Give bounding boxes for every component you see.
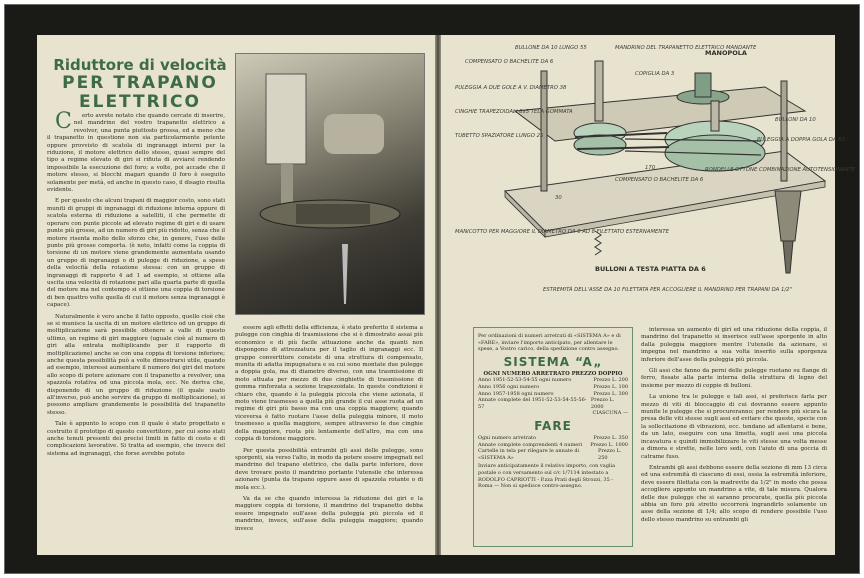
right-column-2 xyxy=(641,327,827,549)
row-price: Prezzo L. 350 xyxy=(593,434,628,441)
subscription-box xyxy=(473,327,633,547)
diagram-label: PULEGGIA A DUE GOLE A V. DIAMETRO 38 xyxy=(455,85,567,91)
article-title xyxy=(45,57,235,112)
left-column-1 xyxy=(47,109,226,549)
diagram-label: PULEGGIA A DOPPIA GOLA DA 63 xyxy=(757,137,845,143)
scan-frame xyxy=(4,4,860,574)
diagram-label: BULLONI DA 10 xyxy=(775,117,816,123)
diagram-label: CINGHIE TRAPEZOIDALI 8x5 TELA GOMMATA xyxy=(455,109,573,115)
paragraph: essere agli effetti della efficienza, è stato preferito il sistema a pulegge con cinghia di trasmissione che si è dimostrato assai più economico e di più facile attuazione anche da quanti non dispongono di attrezzatura per il taglio di ingranaggi ecc. Il gruppo convertitore consiste di una struttura di compensato, munita di adatta impugnatura e su cui sono montate due pulegge a doppia gola, ma di diametro diverso, con una trasmissione di moto attuata per mezzo di due cinghiette di trasmissione di gomma rinforzata a sezione trapezoidale. In queste condizioni è chiaro che, quando è la puleggia piccola che viene azionata, il moto viene trasmesso a quella più grande il cui asse ruota ad un regime di giri più basso ma con una coppia maggiore; quando viceversa è fatto ruotare l'asse della puleggia minore, il moto trasmesso a quella maggiore, sempre attraverso le due cinghie della maggiore, ruota più lentamente dell'altro, ma con una coppia di torsione maggiore. xyxy=(235,325,423,443)
paragraph: La unione tra le pulegge e tali assi, si preferisce farla per mezzo di viti di bloccaggio di cui dovranno essere appunto munite le pulegge che si procureranno; per rendere più sicura la presa delle viti stesse sugli assi ed evitare che queste, specie con la sollecitazione di vibrazioni, ecc. tendano ad allentarsi e bene, da un lato, eseguire con una limetta, sugli assi una piccola incavatura e quindi immobilizzare le viti stesse una volta messe a dimora e strette, nelle loro sedi, con l'aiuto di una goccia di catrame fuso. xyxy=(641,394,827,460)
paragraph-text: erto avrete notato che quando cercate di inserire, nel mandrino del vostro trapanetto elettrico a revolver, una punta piuttosto grossa, ed a meno che il trapanetto in questione non sia particolarmente potente oppure provvisto di scatola di ingranaggi interni per la riduzione, il motore elettrico dello stesso, quasi sempre del tipo a regime elevato di giri si rifiuta di avviarsi rendendo impossibile la esecuzione del foro; a volte, poi accade che il motore stesso, si blocchi magari quando il foro è eseguito solamente per metà, ed anche in questo caso, il disagio risulta evidente. xyxy=(47,113,225,194)
left-column-2 xyxy=(235,325,423,549)
diagram-label: MANDRINO DEL TRAPANETTO ELETTRICO MANDANTE xyxy=(615,45,757,51)
rows-tail: CIASCUNA — xyxy=(592,410,628,417)
row-price: Prezzo L. 2000 xyxy=(590,397,615,410)
diagram-label: MANICOTTO PER MAGGIORE IL DIAMETRO DA 6 AD 8 FILETTATO ESTERNAMENTE xyxy=(455,229,669,235)
row-price: Prezzo L. 200 xyxy=(593,377,628,384)
title-line-3: ELETTRICO xyxy=(79,92,201,112)
row-price: Prezzo L. 300 xyxy=(593,390,628,397)
price-row xyxy=(478,377,628,384)
diagram-label: TUBETTO SPAZIATORE LUNGO 25 xyxy=(455,133,544,139)
paragraph: Per questa possibilità entrambi gli assi delle pulegge, sono sporgenti, sia verso l'alto, in modo da potere essere impegnati nel mandrino del trapano elettrico, che dalla parte inferiore, dove deve trovare posto il mandrino portante l'utensile che interessa azionare (punta da trapano oppure asse di spazzola rotante o di mola ecc.). xyxy=(235,447,423,491)
row-label: Anno 1956 ogni numero xyxy=(478,383,540,390)
price-row xyxy=(478,448,628,461)
dimension-label: 170 xyxy=(645,165,656,171)
paragraph: Naturalmente è vero anche il fatto opposto, quello cioè che se si munisce la uscita di un motore elettrico od un gruppo di moltiplicazione sarà possibile ottenere a valle di questo ultimo, un regime di giri maggiore (uguale cioè al numero di giri alla entrata moltiplicando per il rapporto di moltiplicazione) anche se con una coppia di torsione inferiore; anche questa possibilità può a volte dimostrarsi utile, quando ad esempio, interessi aumentare il numero dei giri del motore allo scopo di potere azionare con il trapanetto a revolver, una spazzola rotativa od una piccola mola, ecc. Ne deriva che, disponendo di un gruppo di riduzione (il quale usato all'inverso, può anche servire da gruppo di moltiplicazione), si possono ampliare grandemente le possibilità del trapanetto stesso. xyxy=(47,313,225,416)
row-label: Cartelle in tela per rilegare le annate di «SISTEMA A» xyxy=(478,448,580,461)
title-line-2: PER TRAPANO xyxy=(62,73,218,93)
price-row xyxy=(478,442,628,449)
price-row xyxy=(478,384,628,391)
row-price: Prezzo L. 1000 xyxy=(590,441,628,448)
price-row xyxy=(478,397,628,410)
box-intro: Per ordinazioni di numeri arretrati di «SISTEMA A» e di «FARE», inviare l'importo anticipato, per allentare le spese, a Vostro carico, della spedizione contro assegno. xyxy=(478,333,621,353)
paragraph: Va da se che quando interessa la riduzione dei giri e la maggiore coppia di torsione, il mandrino del trapanetto debba essere impegnato sull'asse della puleggia più piccola ed il mandrino, invece, sull'asse della puleggia maggiore; quando invece xyxy=(235,495,423,532)
box-price-header: OGNI NUMERO ARRETRATO PREZZO DOPPIO xyxy=(483,370,623,377)
left-page xyxy=(37,35,435,555)
dimension-label: 30 xyxy=(555,195,562,201)
box-title-fare: FARE xyxy=(534,418,572,433)
paragraph xyxy=(47,109,225,194)
row-price: Prezzo L. 100 xyxy=(593,383,628,390)
diagram-label: BULLONE DA 10 LUNGO 55 xyxy=(515,45,587,51)
price-row xyxy=(478,435,628,442)
drop-cap: C xyxy=(55,109,72,134)
paragraph: Entrambi gli assi debbono essere della sezione di mm 13 circa ed una estremità di ciascuno di essi, ossia la estremità inferiore, deve essere filettata con la madrevite da 1/2" in modo che possa accogliere appunto un mandrino a vite, di tale misura. Qualora delle due pulegge che si saranno procurate, quella più piccola abbia un foro più stretto occorrerà ingrandirlo solamente un asse della sezione di 1/4; allo scopo di rendere possibile l'uso dello stesso mandrino su entrambi gli xyxy=(641,464,827,523)
diagram-label: COMPENSATO O BACHELITE DA 6 xyxy=(465,59,554,65)
title-line-1: Riduttore di velocità xyxy=(53,56,227,74)
drill-photo xyxy=(235,53,425,315)
drill-photo-illustration xyxy=(236,54,424,314)
paragraph: E per questo che alcuni trapani di maggior costo, sono stati muniti di gruppi di ingranaggi di riduzione interna oppure di scatola esterna di riduzione a satelliti, il che permette di operare con punte piccole ad elevato regime di giri e di usare punte più grosse, ad un numero di giri più ridotto, senza che il motore risenta molto dello sforzo che, in genere, l'uso delle punte più grosse comporta. (è noto, infatti come la coppia di torsione di un motore viene grandemente aumentata usando un gruppo di ingranaggi o di pulegge di riduzione, a spese della velocità della rotazione stessa: con un gruppo di ingranaggi di rapporto 4 ad 1 ad esempio, si ottiene alla uscita una velocità di rotazione pari alla quarta parte di quella del motore ma nel contempo si ottiene una coppia di torsione di ben quattro volte quella di cui il motore senza ingranaggi è capace). xyxy=(47,198,226,309)
paragraph: Tale è appunto lo scopo con il quale è stato progettato e costruito il prototipo di questo convertitore, per cui sono stati anche tenuti presenti dei precisi limiti in fatto di costo e di complicazioni lavorative. Si tratta ad esempio, che invece del sistema ad ingranaggi, che forse avrebbe potuto xyxy=(47,421,225,457)
row-label: Annate complete comprendenti 4 numeri xyxy=(478,441,583,448)
row-label: Anno 1957-1958 ogni numero xyxy=(478,390,554,397)
row-label: Ogni numero arretrato xyxy=(478,434,536,441)
diagram-label: ESTREMITÀ DELL'ASSE DA 10 FILETTATA PER ACCOGLIERE IL MANDRINO PER TRAPANI DA 1/2" xyxy=(543,287,792,293)
row-label: Anno 1951-52-53-54-55 ogni numero xyxy=(478,377,572,384)
box-title-sistema: SISTEMA “A„ xyxy=(503,354,603,369)
paragraph: Gli assi che fanno da perni delle pulegge ruotano su flange di ferro, fissate alla parte interna della struttura di legno del insieme per mezzo di coppie di bulloni. xyxy=(641,368,827,389)
row-price: Prezzo L. 250 xyxy=(598,448,622,461)
diagram-label: COPIGLIA DA 3 xyxy=(635,71,675,77)
diagram-label: BULLONI A TESTA PIATTA DA 6 xyxy=(595,265,706,273)
diagram-label: RONDELLE OTTONE COMBINAZIONE AUTOTENSIONANTE xyxy=(705,167,856,173)
right-page xyxy=(441,35,856,555)
box-footer: Inviare anticipatamente il relativo importo, con vaglia postale o con versamento sul c/c 1/7114 intestato a RODOLFO CAPRIOTTI - P.zza Prati degli Strozzi, 35 - Roma — Non si spedisce contro-assegno. xyxy=(478,463,616,490)
diagram-label: COMPENSATO O BACHELITE DA 6 xyxy=(615,177,704,183)
price-row xyxy=(478,391,628,398)
paragraph: interessa un aumento di giri ed una riduzione della coppia, il mandrino del trapanetto si inserisce sull'asse sporgente in alto dalla puleggia maggiore mentre l'utensile da azionare, si impegna nel mandrino a sua volta inserito sulla sporgenza inferiore dell'asse della puleggia più piccola. xyxy=(641,327,827,363)
row-label: Annate complete del 1951-52-53-54-55-56-57 xyxy=(478,397,587,410)
reducer-diagram xyxy=(445,41,856,317)
diagram-label: MANOPOLA xyxy=(705,49,747,57)
